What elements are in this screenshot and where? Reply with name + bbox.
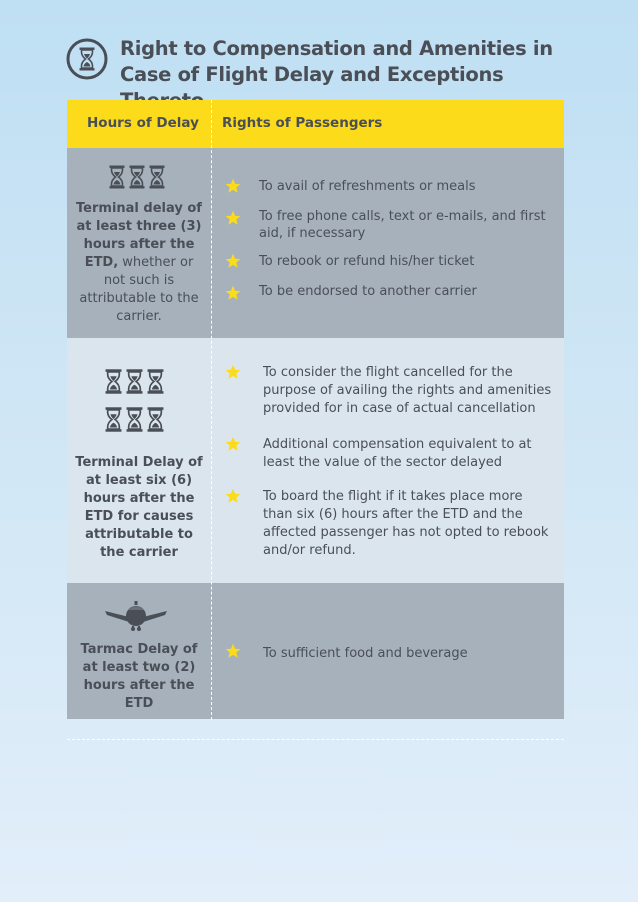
header-hours-of-delay: Hours of Delay (87, 115, 199, 131)
table-row: Terminal Delay of at least six (6) hours after the ETD for causes attributable to the carrier To consider the flight cancelled for the purpose of availing the rights and amenities provided for in case of actual cancellation Additional compensation equivalent to at least the value of the sector delayed To board the flight if it takes place more than six (6) hours after the ETD and the affected passenger has not opted to rebook and/or refund. (67, 338, 564, 583)
table-row: Terminal delay of at least three (3) hours after the ETD, whether or not such is attributable to the carrier. To avail of refreshments or meals To free phone calls, text or e-mails, and first aid, if necessary To rebook or refund his/her ticket To be endorsed to another carrier (67, 148, 564, 338)
hourglass-icon (109, 164, 167, 190)
column-divider (211, 100, 212, 720)
hours-of-delay-cell (73, 200, 205, 326)
compensation-table (67, 100, 564, 719)
page-title: Right to Compensation and Amenities in Case of Flight Delay and Exceptions (120, 37, 553, 86)
divider-line (67, 739, 564, 740)
star-icon (225, 488, 241, 504)
star-icon (225, 364, 241, 380)
star-icon (225, 643, 241, 659)
hourglass-icon (105, 368, 167, 436)
star-icon (225, 210, 241, 226)
hours-rest-text: whether or not such is attributable to the carrier. (79, 255, 199, 324)
table-row: Tarmac Delay of at least two (2) hours after the ETD To sufficient food and beverage (67, 583, 564, 719)
hours-bold-text: Terminal delay of at least three (3) hours after the ETD, (76, 201, 202, 270)
star-icon (225, 253, 241, 269)
header-rights-of-passengers: Rights of Passengers (222, 115, 383, 131)
table-header (67, 100, 564, 148)
hourglass-icon (66, 38, 108, 80)
star-icon (225, 436, 241, 452)
page-header (66, 36, 586, 86)
hours-of-delay-cell: Terminal Delay of at least six (6) hours after the ETD for causes attributable to the carrier (75, 455, 203, 560)
star-icon (225, 285, 241, 301)
airplane-icon (103, 597, 169, 637)
hours-of-delay-cell: Tarmac Delay of at least two (2) hours after the ETD (80, 642, 198, 711)
star-icon (225, 178, 241, 194)
